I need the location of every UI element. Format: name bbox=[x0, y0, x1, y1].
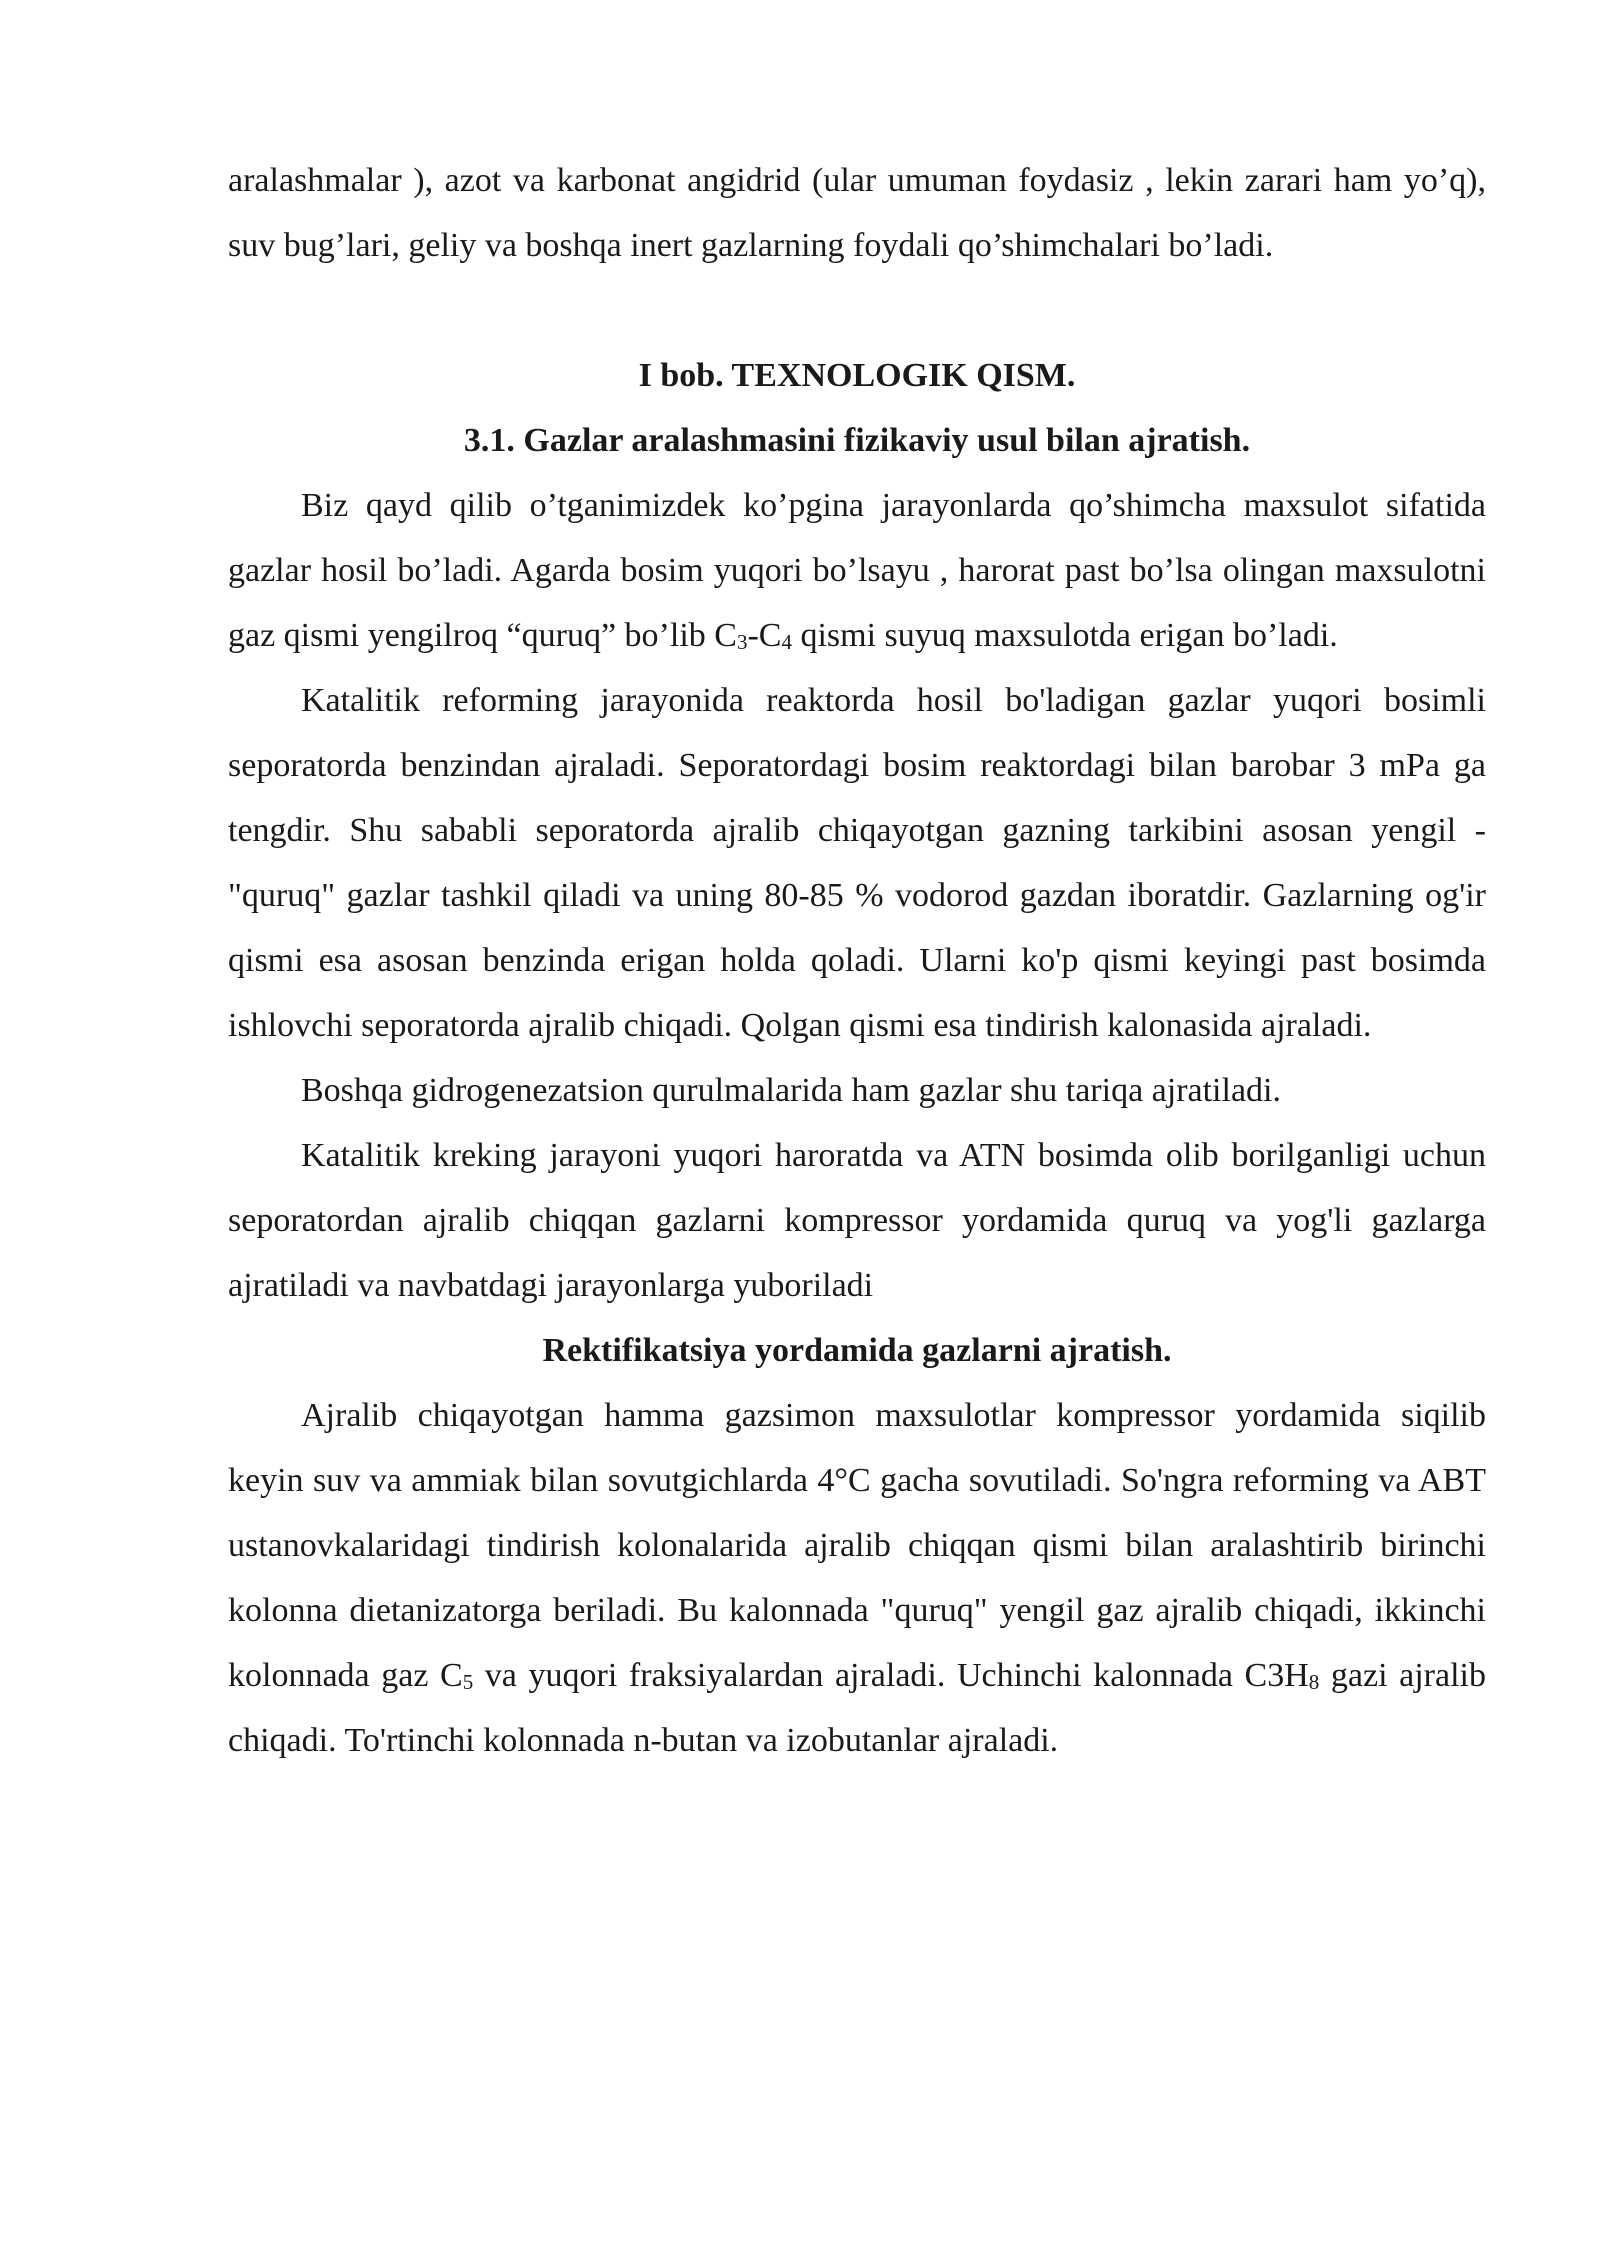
subscript: 8 bbox=[1308, 1670, 1320, 1694]
paragraph-gas-formation bbox=[228, 473, 1486, 668]
paragraph-rektifikatsiya bbox=[228, 1383, 1486, 1773]
spacer bbox=[228, 278, 1486, 343]
subscript: 4 bbox=[781, 630, 792, 654]
paragraph-hydrogenation: Boshqa gidrogenezatsion qurulmalarida ham gazlar shu tariqa ajratiladi. bbox=[301, 1072, 1281, 1109]
paragraph-catalytic-reforming: Katalitik reforming jarayonida reaktorda hosil bo'ladigan gazlar yuqori bosimli seporatorda benzindan ajraladi. Seporatordagi bosim reaktordagi bilan barobar 3 mPa ga tengdir. Shu sababli seporatorda ajralib chiqayotgan gazning tarkibini asosan yengil - "quruq" gazlar tashkil qiladi va uning 80-85 % vodorod gazdan iboratdir. Gazlarning og'ir qismi esa asosan benzinda erigan holda qoladi. Ularni ko'p qismi keyingi past bosimda ishlovchi seporatorda ajralib chiqadi. Qolgan qismi esa tindirish kalonasida ajraladi. bbox=[228, 682, 1486, 1044]
chapter-heading: I bob. TEXNOLOGIK QISM. bbox=[638, 357, 1076, 394]
paragraph-text: -C bbox=[747, 617, 782, 654]
paragraph-catalytic-cracking: Katalitik kreking jarayoni yuqori haroratda va ATN bosimda olib borilganligi uchun seporatordan ajralib chiqqan gazlarni kompressor yordamida quruq va yog'li gazlarga ajratiladi va navbatdagi jarayonlarga yuboriladi bbox=[228, 1137, 1486, 1304]
paragraph-text: Ajralib chiqayotgan hamma gazsimon maxsulotlar kompressor yordamida siqilib keyin suv va ammiak bilan sovutgichlarda 4°C gacha sovutiladi. So'ngra reforming va ABT ustanovkalaridagi tindirish kolonalarida ajralib chiqqan qismi bilan aralashtirib birinchi kolonna dietanizatorga beriladi. Bu kalonnada "quruq" yengil gaz ajralib chiqadi, ikkinchi kolonnada gaz C bbox=[228, 1397, 1486, 1694]
intro-paragraph: aralashmalar ), azot va karbonat angidrid (ular umuman foydasiz , lekin zarari ham yo’q), suv bug’lari, geliy va boshqa inert gazlarning foydali qo’shimchalari bo’ladi. bbox=[228, 162, 1486, 264]
subscript: 3 bbox=[736, 630, 748, 654]
section-heading: 3.1. Gazlar aralashmasini fizikaviy usul bilan ajratish. bbox=[463, 422, 1251, 459]
paragraph-text: gazi ajralib chiqadi. To'rtinchi kolonnada n-butan va izobutanlar ajraladi. bbox=[228, 1657, 1486, 1759]
document-page bbox=[228, 148, 1486, 1773]
paragraph-text: va yuqori fraksiyalardan ajraladi. Uchinchi kalonnada C bbox=[473, 1657, 1268, 1694]
paragraph-text: qismi suyuq maxsulotda erigan bo’ladi. bbox=[791, 617, 1338, 654]
paragraph-text: Biz qayd qilib o’tganimizdek ko’pgina jarayonlarda qo’shimcha maxsulot sifatida gazlar hosil bo’ladi. Agarda bosim yuqori bo’lsayu , harorat past bo’lsa olingan maxsulotni gaz qismi yengilroq “quruq” bo’lib C bbox=[228, 487, 1486, 654]
paragraph-text: 3 bbox=[1267, 1657, 1285, 1694]
subscript: 5 bbox=[462, 1670, 474, 1694]
rektifikatsiya-heading: Rektifikatsiya yordamida gazlarni ajratish. bbox=[542, 1332, 1172, 1369]
paragraph-text: H bbox=[1284, 1657, 1309, 1694]
